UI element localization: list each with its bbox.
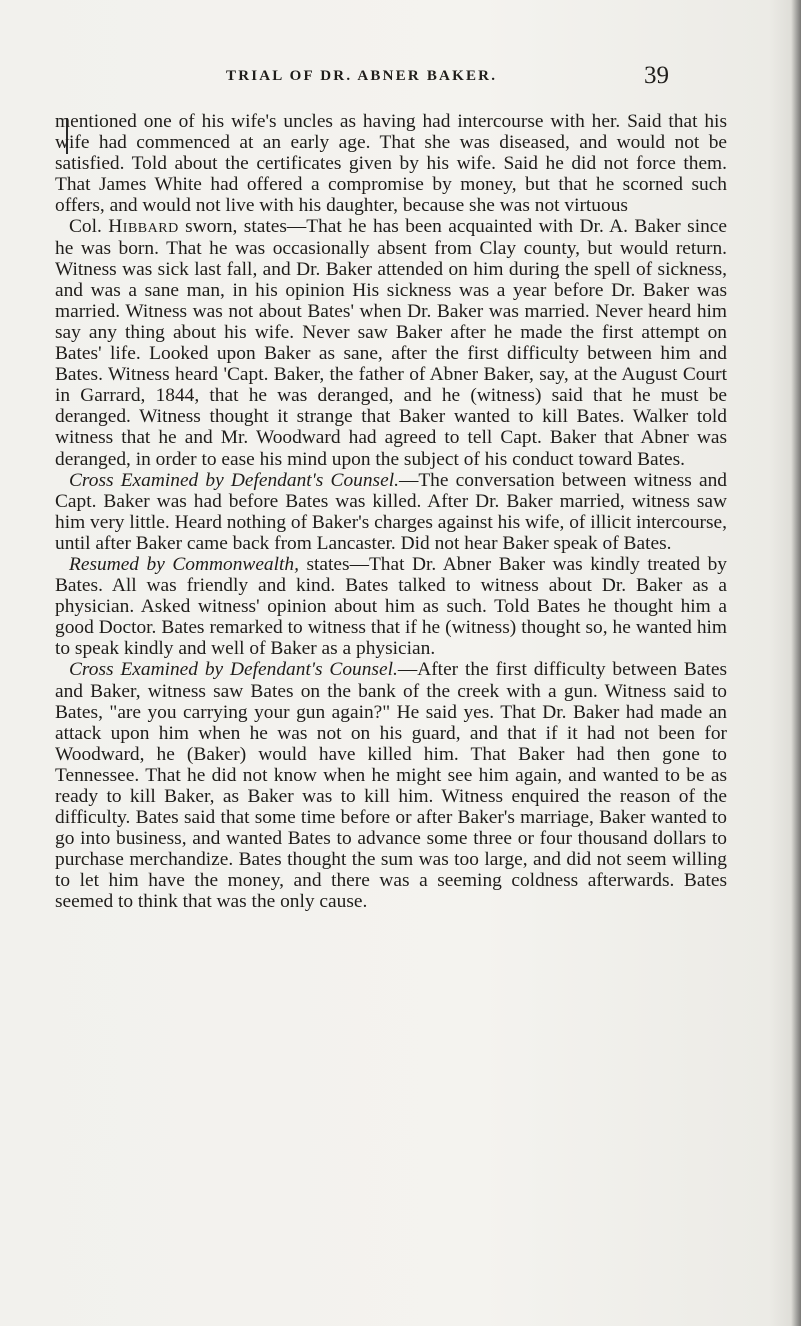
paragraph-text: sworn, states—That he has been acquainted with Dr. A. Baker since he was born. That he was occasionally absent from Clay county, but would return. Witness was sick last fall, and Dr. Baker attended on him during the spell of sickness, and was a sane man, in his opinion His sickness was a year before Dr. Baker was married. Witness was not about Bates' when Dr. Baker was married. Never heard him say any thing about his wife. Never saw Baker after he made the first attempt on Bates' life. Looked upon Baker as sane, after the first difficulty between him and Bates. Witness heard 'Capt. Baker, the father of Abner Baker, say, at the August Court in Garrard, 1844, that he was deranged, and he (witness) said that he must be deranged. Witness thought it strange that Baker wanted to kill Bates. Walker told witness that he and Mr. Woodward had agreed to tell Capt. Baker that Abner was deranged, in order to ease his mind upon the subject of his conduct toward Bates. (55, 216, 727, 470)
witness-name: Hibbard (108, 216, 179, 238)
paragraph-continuation (55, 111, 727, 216)
witness-title: Col. (69, 216, 109, 238)
paragraph-hibbard-testimony (55, 216, 727, 469)
paragraph-text: —After the first difficulty between Bates and Baker, witness saw Bates on the bank of the creek with a gun. Witness said to Bates, "are you carrying your gun again?" He said yes. That Dr. Baker had made an attack upon him when he was not on his guard, and that if it had not been for Woodward, he (Baker) would have killed him. That Baker had then gone to Tennessee. That he did not know when he might see him again, and wanted to be as ready to kill Baker, as Baker was to kill him. Witness enquired the reason of the difficulty. Bates said that some time before or after Baker's marriage, Baker wanted to go into business, and wanted Bates to advance some three or four thousand dollars to purchase merchandize. Bates thought the sum was too large, and did not seem willing to let him have the money, and there was a seeming coldness afterwards. Bates seemed to think that was the only cause. (55, 659, 727, 913)
paragraph-text: mentioned one of his wife's uncles as having had intercourse with her. Said that his wife had commenced at an early age. That she was diseased, and would not be satisfied. Told about the certificates given by his wife. Said he did not force them. That James White had offered a compromise by money, but that he scorned such offers, and would not live with his daughter, because she was not virtuous (55, 111, 727, 217)
paragraph-cross-examined-1 (55, 470, 727, 554)
page-edge-shadow (791, 0, 801, 1326)
paragraph-text: states—That Dr. Abner Baker was kindly treated by Bates. All was friendly and kind. Bates talked to witness about Dr. Baker as a physician. Asked witness' opinion about him as such. Told Bates he thought him a good Doctor. Bates remarked to witness that if he (witness) thought so, he wanted him to speak kindly and well of Baker as a physician. (55, 553, 727, 660)
section-lead: Resumed by Commonwealth, (69, 553, 299, 575)
body-text (55, 111, 727, 913)
page-header (108, 62, 778, 96)
page-number: 39 (644, 62, 669, 89)
paragraph-resumed (55, 554, 727, 659)
paragraph-cross-examined-2 (55, 659, 727, 912)
section-lead: Cross Examined by Defendant's Counsel. (69, 469, 399, 491)
paragraph-text: —The conversation between witness and Capt. Baker was had before Bates was killed. After Dr. Baker married, witness saw him very little. Heard nothing of Baker's charges against his wife, of illicit intercourse, until after Baker came back from Lancaster. Did not hear Baker speak of Bates. (55, 469, 727, 554)
running-head: TRIAL OF DR. ABNER BAKER. (226, 68, 498, 84)
section-lead: Cross Examined by Defendant's Counsel. (69, 659, 398, 681)
